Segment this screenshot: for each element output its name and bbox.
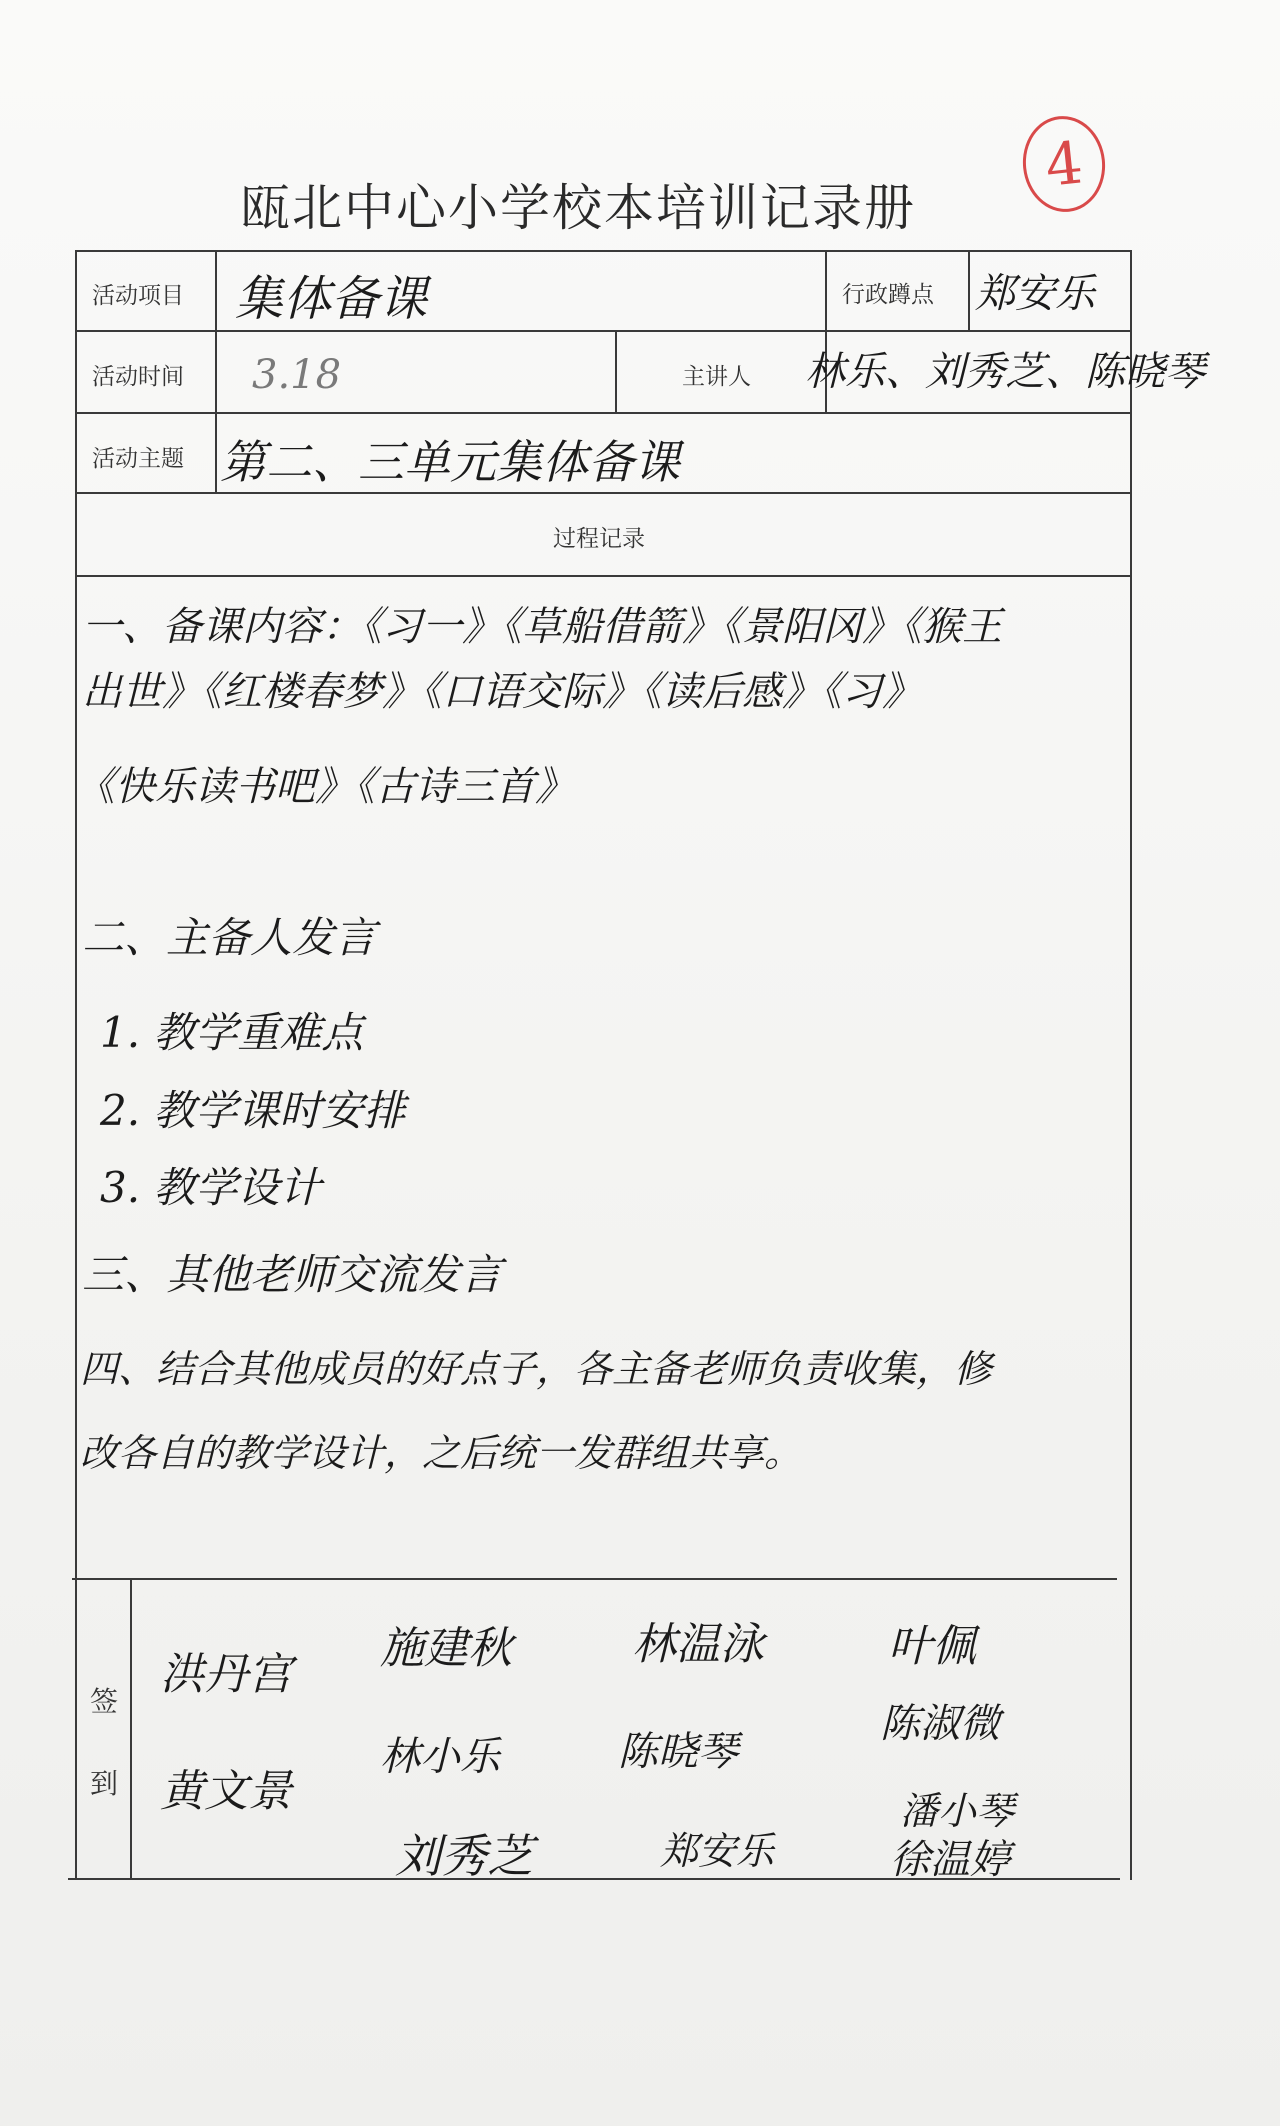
process-line: 改各自的教学设计，之后统一发群组共享。 [80,1431,803,1475]
process-record-label: 过程记录 [553,526,645,552]
admin-value: 郑安乐 [975,271,1095,317]
page-number-circle: 4 [1018,112,1110,216]
activity-time-value: 3.18 [252,352,342,398]
process-line: 一、备课内容：《习一》《草船借箭》《景阳冈》《猴王 [82,604,1002,650]
signature: 施建秋 [380,1623,512,1674]
process-line: 出世》《红楼春梦》《口语交际》《读后感》《习》 [82,669,922,715]
activity-theme-label: 活动主题 [92,446,184,472]
signature: 郑安乐 [660,1829,775,1873]
admin-label-divider [968,250,970,332]
time-column-divider [615,330,617,414]
form-border-right [1130,250,1132,1880]
process-line: 3. 教学设计 [100,1163,322,1212]
activity-item-label: 活动项目 [92,283,184,309]
row-divider-2 [75,412,1130,414]
process-line: 《快乐读书吧》《古诗三首》 [75,764,575,810]
row-divider-4 [75,575,1130,577]
form-border-left [75,250,77,1880]
signature: 陈淑微 [880,1701,1000,1747]
signin-column-divider [130,1578,132,1878]
row-divider-3 [75,492,1130,494]
form-border-top [75,250,1130,252]
document-title: 瓯北中心小学校本培训记录册 [240,179,916,237]
label-column-divider [215,250,217,493]
record-form [70,240,1205,1883]
row-divider-1 [75,330,1130,332]
process-line: 二、主备人发言 [82,913,377,962]
signin-label-2: 到 [90,1767,119,1800]
signature: 黄文景 [160,1766,292,1817]
process-line: 2. 教学课时安排 [100,1086,406,1135]
signature: 林温泳 [632,1619,764,1670]
signature: 林小乐 [380,1734,500,1780]
activity-theme-value: 第二、三单元集体备课 [220,435,680,489]
process-line: 三、其他老师交流发言 [82,1250,503,1299]
row-divider-5 [72,1578,1117,1580]
admin-label: 行政蹲点 [842,282,934,308]
activity-time-label: 活动时间 [92,364,184,390]
process-line: 四、结合其他成员的好点子，各主备老师负责收集，修 [80,1347,993,1391]
signature: 叶佩 [888,1621,976,1672]
signature: 潘小琴 [900,1789,1015,1833]
admin-column-divider [825,250,827,332]
signature: 洪丹宫 [160,1649,292,1700]
signature: 刘秀芝 [395,1829,533,1883]
activity-item-value: 集体备课 [235,271,428,327]
speaker-label: 主讲人 [682,364,751,390]
speaker-value: 林乐、刘秀芝、陈晓琴 [805,349,1205,395]
process-line: 1. 教学重难点 [100,1008,364,1057]
signature: 徐温婷 [890,1837,1010,1883]
signin-label-1: 签 [90,1685,119,1718]
signature: 陈晓琴 [618,1729,738,1775]
